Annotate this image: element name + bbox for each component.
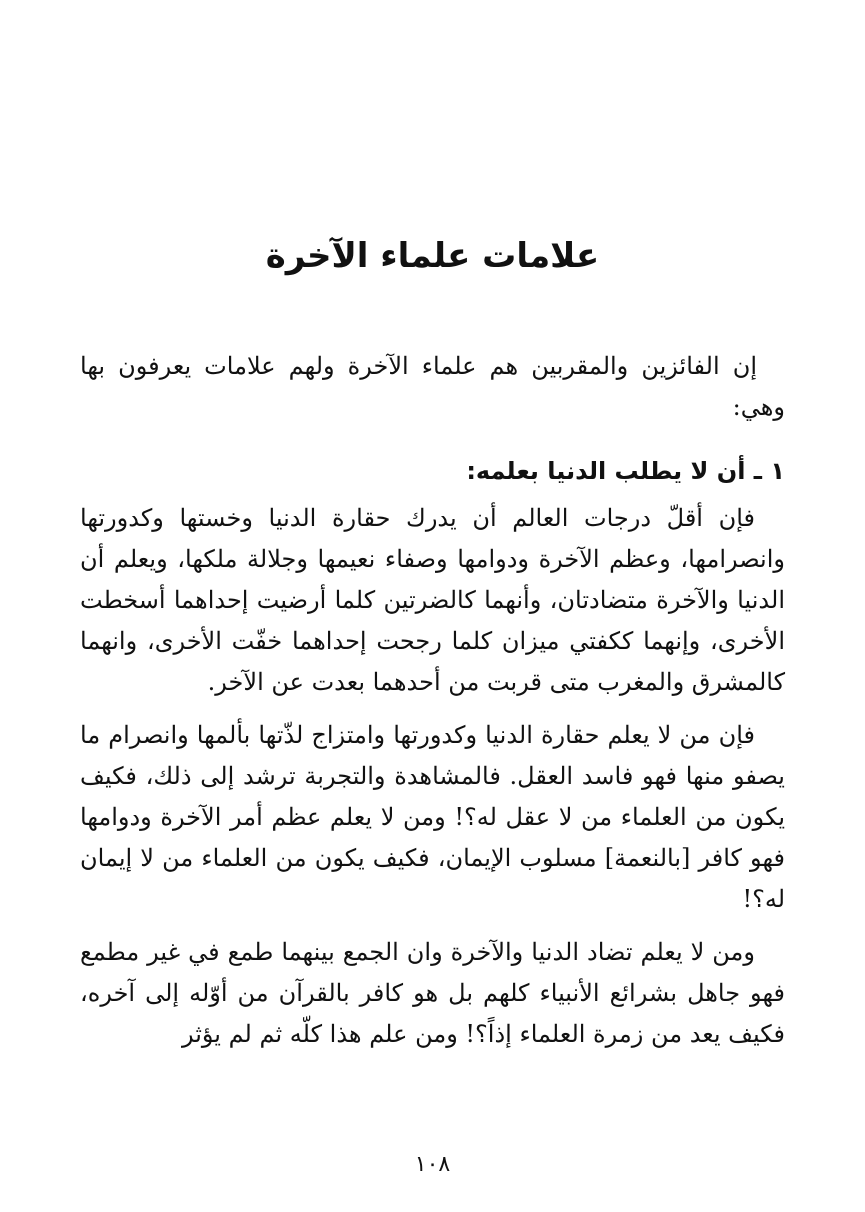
page-number: ١٠٨ bbox=[414, 1152, 451, 1177]
page-content bbox=[80, 346, 785, 1067]
book-page bbox=[80, 0, 785, 1212]
body-paragraph-3: ومن لا يعلم تضاد الدنيا والآخرة وان الجمع بينهما طمع في غير مطمع فهو جاهل بشرائع الأنبياء كلهم بل هو كافر بالقرآن من أوّله إلى آخره، فكيف يعد من زمرة العلماء إذاً؟! ومن علم هذا كلّه ثم لم يؤثر bbox=[80, 938, 785, 1048]
body-paragraph-2: فإن من لا يعلم حقارة الدنيا وكدورتها وامتزاج لذّتها بألمها وانصرام ما يصفو منها فهو فاسد العقل. فالمشاهدة والتجربة ترشد إلى ذلك، فكيف يكون من العلماء من لا عقل له؟! ومن لا يعلم عظم أمر الآخرة ودوامها فهو كافر [بالنعمة] مسلوب الإيمان، فكيف يكون من العلماء من لا إيمان له؟! bbox=[80, 721, 786, 913]
section-heading: ١ ـ أن لا يطلب الدنيا بعلمه: bbox=[466, 457, 785, 485]
intro-paragraph: إن الفائزين والمقربين هم علماء الآخرة ولهم علامات يعرفون بها وهي: bbox=[80, 352, 785, 421]
body-paragraph-1: فإن أقلّ درجات العالم أن يدرك حقارة الدنيا وخستها وكدورتها وانصرامها، وعظم الآخرة ودوامها وصفاء نعيمها وجلالة ملكها، ويعلم أن الدنيا والآخرة متضادتان، وأنهما كالضرتين كلما أرضيت إحداهما أسخطت الأخرى، وإنهما ككفتي ميزان كلما رجحت إحداهما خفّت الأخرى، وانهما كالمشرق والمغرب متى قربت من أحدهما بعدت عن الآخر. bbox=[80, 504, 785, 696]
chapter-title: علامات علماء الآخرة bbox=[265, 236, 600, 276]
